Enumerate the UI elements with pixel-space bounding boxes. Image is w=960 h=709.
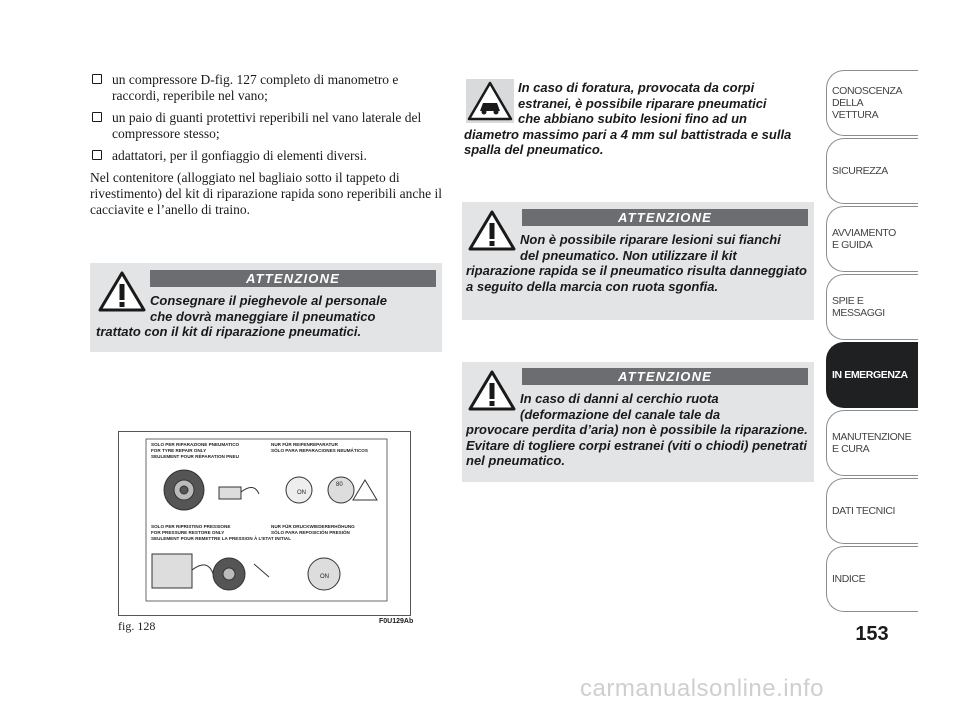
warning-text: Non è possibile riparare lesioni sui fianchi del pneumatico. Non utilizzare il kit riparazione rapida se il pneumatico risulta danneggiato a seguito della marcia con ruota sgonfia. xyxy=(466,232,807,294)
body-paragraph: Nel contenitore (alloggiato nel bagliaio sotto il tappeto di rivestimento) del kit di riparazione rapida sono reperibili anche il cacciavite e l’anello di traino. xyxy=(90,170,443,217)
checkbox-bullet-icon xyxy=(92,112,102,122)
watermark: carmanualsonline.info xyxy=(580,675,824,702)
figure-caption: fig. 128 xyxy=(118,619,156,633)
figure-label: SÓLO PARA REPARACIONES NEUMÁTICOS xyxy=(271,448,368,453)
svg-text:ON: ON xyxy=(320,574,329,580)
tab-conoscenza-della-vettura[interactable]: CONOSCENZA DELLA VETTURA xyxy=(826,70,918,136)
svg-text:ON: ON xyxy=(297,490,306,496)
warning-title: ATTENZIONE xyxy=(150,270,436,287)
tab-indice[interactable]: INDICE xyxy=(826,546,918,612)
repair-kit-illustration xyxy=(119,432,410,615)
tab-in-emergenza[interactable]: IN EMERGENZA xyxy=(826,342,918,408)
figure-label: SEULEMENT POUR REMETTRE LA PRESSION À L’ETAT INITIAL xyxy=(151,536,292,541)
warning-title: ATTENZIONE xyxy=(522,209,808,226)
warning-box-left xyxy=(90,263,442,352)
figure-label: FOR PRESSURE RESTORE ONLY xyxy=(151,530,225,535)
list-item: adattatori, per il gonfiaggio di elementi diversi. xyxy=(90,148,442,164)
chapter-tabs xyxy=(826,70,918,614)
figure-label: SÓLO PARA REPOSICIÓN PRESIÓN xyxy=(271,530,350,535)
warning-title: ATTENZIONE xyxy=(522,368,808,385)
list-item: un paio di guanti protettivi reperibili nel vano laterale del compressore stesso; xyxy=(90,110,442,142)
note-box-right xyxy=(462,72,814,164)
checkbox-bullet-icon xyxy=(92,74,102,84)
checkbox-bullet-icon xyxy=(92,150,102,160)
figure-label: NUR FÜR DRUCKWIEDERERHÖHUNG xyxy=(271,524,355,529)
figure-label: SEULEMENT POUR RÉPARATION PNEU xyxy=(151,454,239,459)
list-item: un compressore D-fig. 127 completo di manometro e raccordi, reperibile nel vano; xyxy=(90,72,442,104)
warning-box-right-2 xyxy=(462,362,814,482)
warning-box-right-1 xyxy=(462,202,814,320)
figure-label: FOR TYRE REPAIR ONLY xyxy=(151,448,207,453)
figure-label: SOLO PER RIPARAZIONE PNEUMATICO xyxy=(151,442,240,447)
repair-kit-label-figure xyxy=(118,431,411,616)
note-text: In caso di foratura, provocata da corpi estranei, è possibile riparare pneumatici che abbiano subito lesioni fino ad un diametro massimo pari a 4 mm sul battistrada e sulla spalla del pneumatico. xyxy=(464,80,792,157)
figure-code: F0U129Ab xyxy=(379,618,414,625)
tab-sicurezza[interactable]: SICUREZZA xyxy=(826,138,918,204)
left-column xyxy=(90,72,442,218)
page-number: 153 xyxy=(855,623,889,645)
tab-spie-e-messaggi[interactable]: SPIE E MESSAGGI xyxy=(826,274,918,340)
warning-text: In caso di danni al cerchio ruota (deformazione del canale tale da provocare perdita d’aria) non è possibile la riparazione. Evitare di togliere corpi estranei (viti o chiodi) penetrati nel pneumatico. xyxy=(466,391,808,468)
svg-text:80: 80 xyxy=(336,482,343,488)
warning-text: Consegnare il pieghevole al personale che dovrà maneggiare il pneumatico trattato con il kit di riparazione pneumatici. xyxy=(96,293,387,339)
figure-label: NUR FÜR REIFENREPARATUR xyxy=(271,442,338,447)
figure-label: SOLO PER RIPRISTINO PRESSIONE xyxy=(151,524,231,529)
tab-dati-tecnici[interactable]: DATI TECNICI xyxy=(826,478,918,544)
tab-avviamento-e-guida[interactable]: AVVIAMENTO E GUIDA xyxy=(826,206,918,272)
tab-manutenzione-e-cura[interactable]: MANUTENZIONE E CURA xyxy=(826,410,918,476)
